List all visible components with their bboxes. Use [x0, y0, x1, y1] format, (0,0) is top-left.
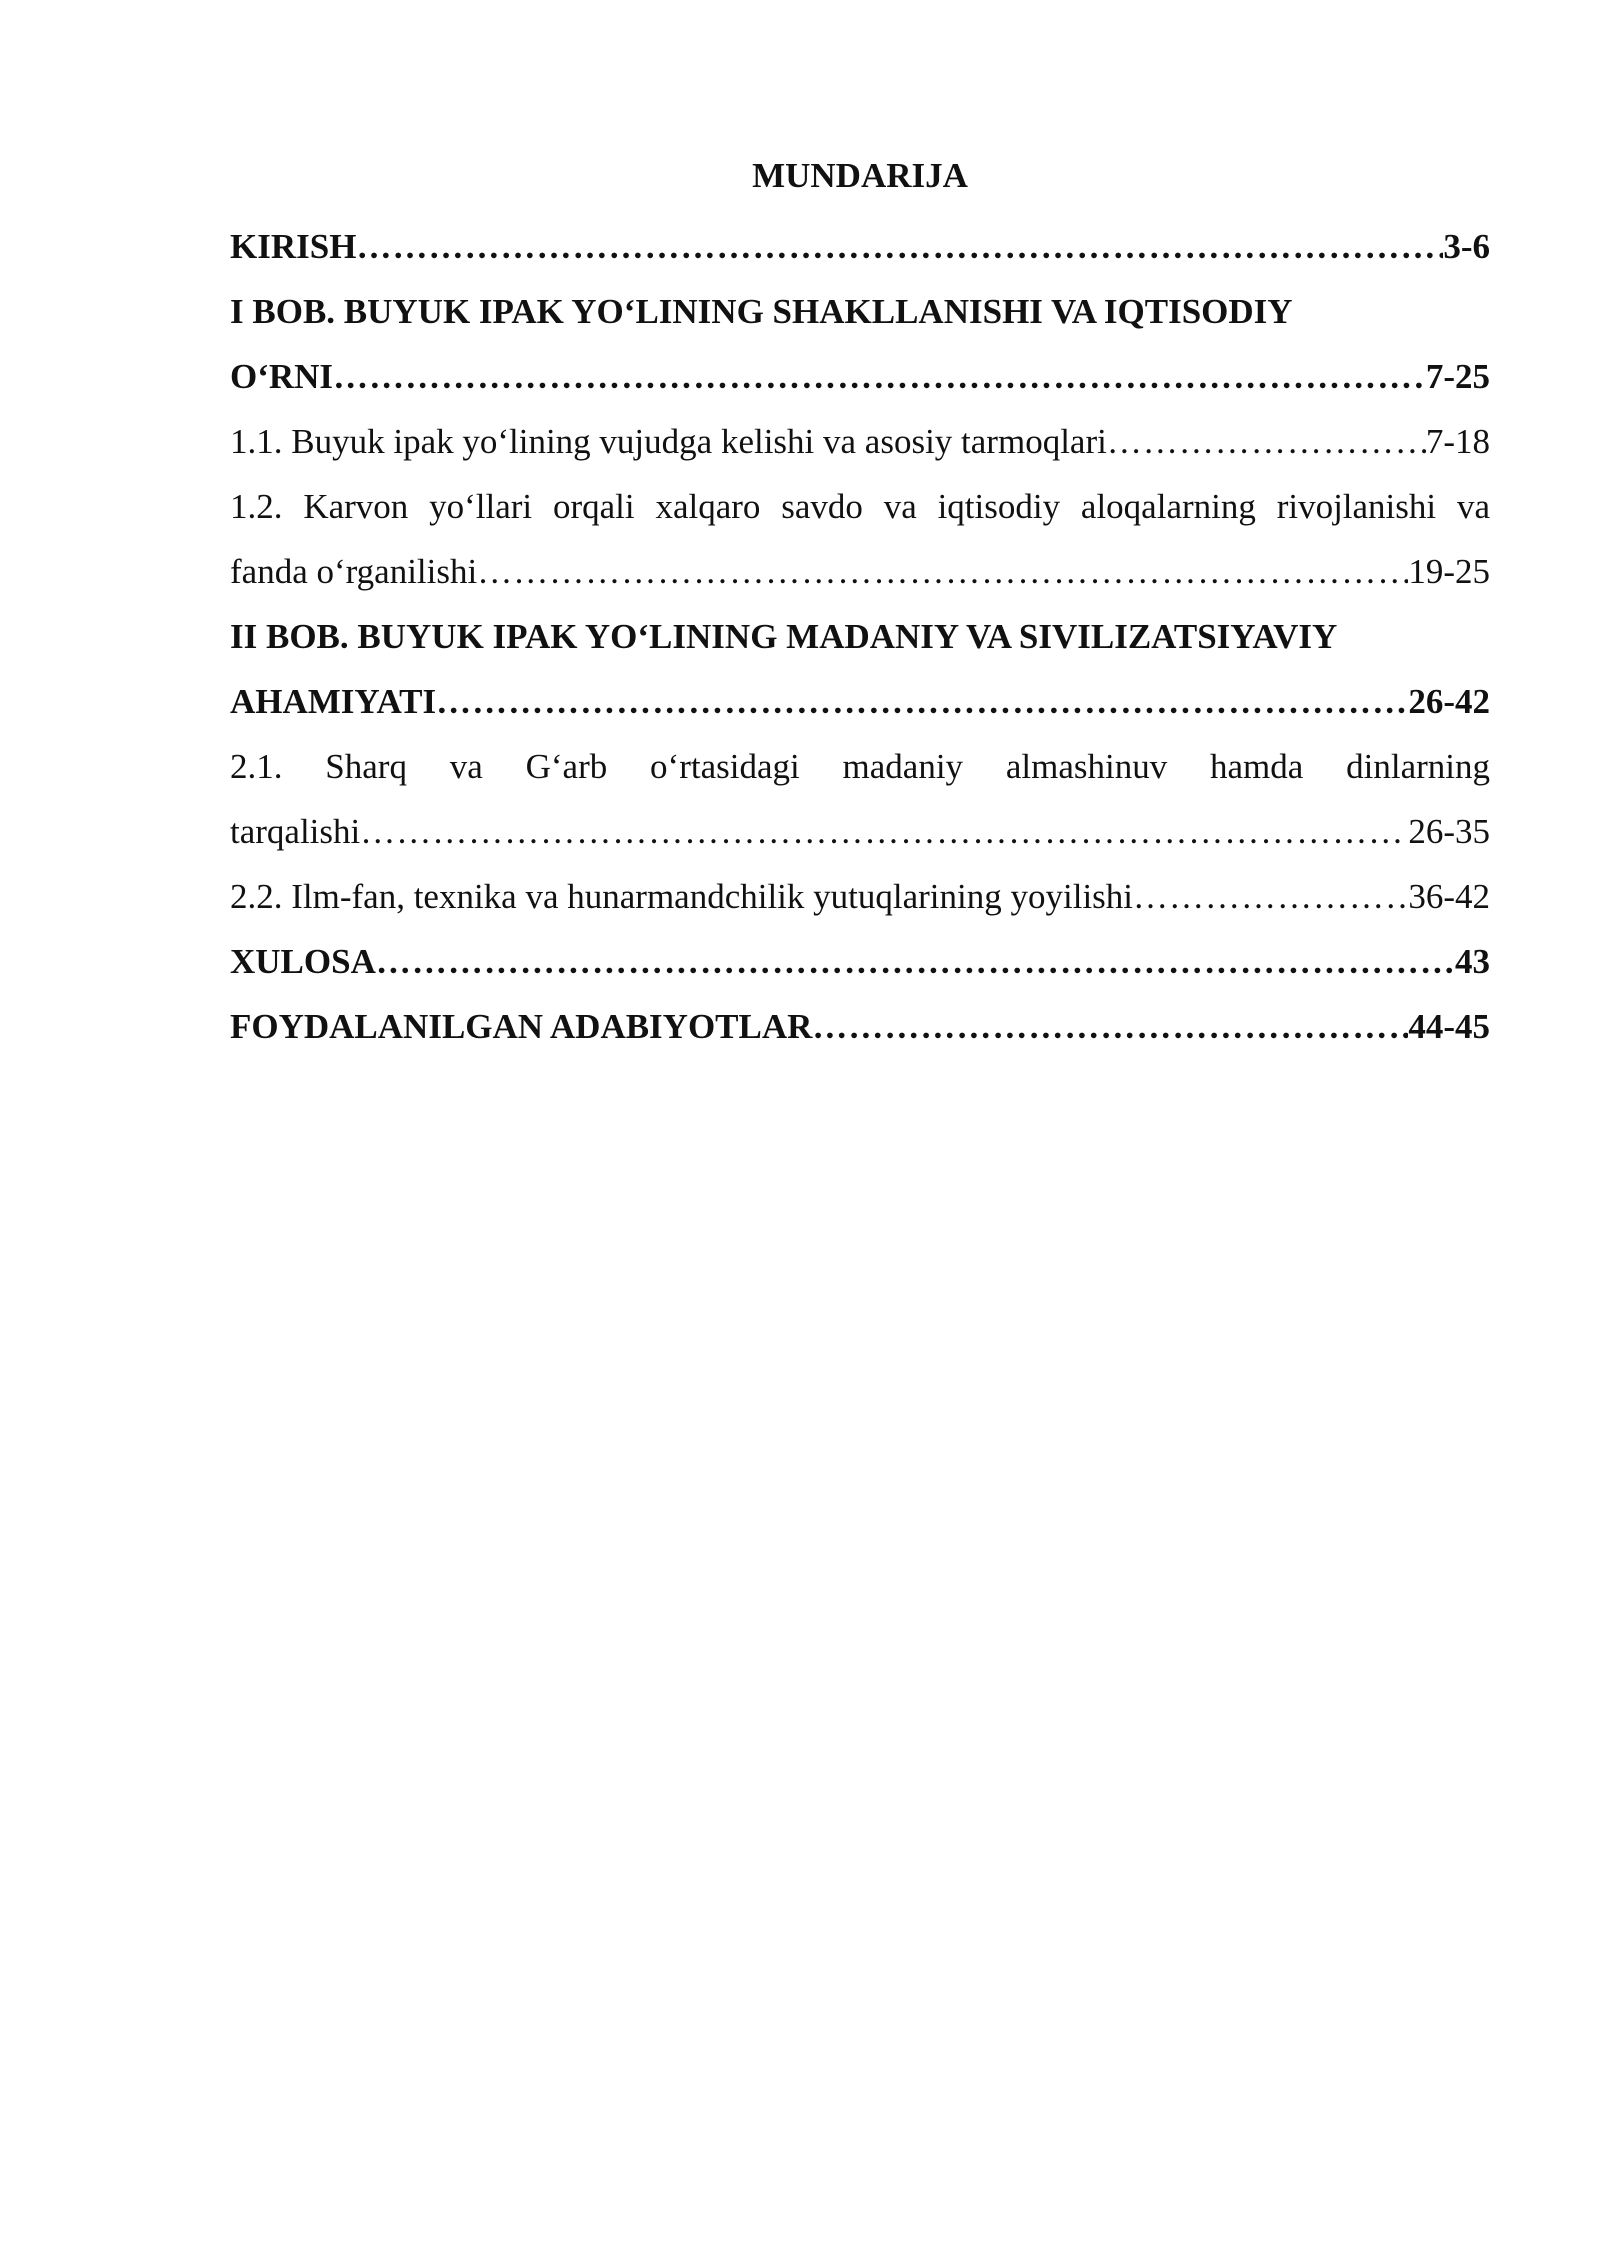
toc-title: MUNDARIJA — [752, 156, 968, 195]
toc-entry-section-2-2 — [230, 864, 1490, 929]
dot-leader — [376, 929, 1455, 994]
toc-entry-chapter2 — [230, 669, 1490, 734]
dot-leader — [1133, 864, 1408, 929]
toc-entry-label: 2.2. Ilm-fan, texnika va hunarmandchilik yutuqlarining yoyilishi — [230, 877, 1134, 916]
toc-entry-section-2-1-line1: 2.1. Sharq va G‘arb o‘rtasidagi madaniy almashinuv hamda dinlarning — [230, 747, 1490, 786]
dot-leader — [436, 669, 1408, 734]
dot-leader — [333, 344, 1426, 409]
toc-entry-label: AHAMIYATI — [230, 682, 437, 721]
dot-leader — [477, 539, 1408, 604]
toc-entry-section-1-2-line1: 1.2. Karvon yo‘llari orqali xalqaro savdo va iqtisodiy aloqalarning rivojlanishi va — [230, 487, 1490, 526]
dot-leader — [360, 799, 1408, 864]
toc-entry-page: 26-42 — [1408, 682, 1490, 721]
toc-entry-page: 44-45 — [1408, 1007, 1490, 1046]
toc-entry-xulosa — [230, 929, 1490, 994]
table-of-contents — [230, 150, 1490, 1059]
dot-leader — [356, 214, 1443, 279]
toc-entry-page: 36-42 — [1408, 877, 1490, 916]
toc-entry-chapter1-line1: I BOB. BUYUK IPAK YO‘LINING SHAKLLANISHI VA IQTISODIY — [230, 292, 1293, 331]
toc-entry-label: KIRISH — [230, 227, 357, 266]
toc-entry-kirish — [230, 214, 1490, 279]
toc-entry-section-1-2 — [230, 539, 1490, 604]
toc-entry-page: 43 — [1455, 942, 1490, 981]
toc-entry-label: XULOSA — [230, 942, 376, 981]
toc-entry-label: O‘RNI — [230, 357, 334, 396]
toc-entry-page: 26-35 — [1408, 812, 1490, 851]
toc-entry-chapter1 — [230, 344, 1490, 409]
toc-entry-adabiyotlar — [230, 994, 1490, 1059]
toc-entry-label: tarqalishi — [230, 812, 361, 851]
dot-leader — [812, 994, 1408, 1059]
toc-entry-label: fanda o‘rganilishi — [230, 552, 478, 591]
toc-entry-page: 19-25 — [1408, 552, 1490, 591]
toc-entry-section-2-1 — [230, 799, 1490, 864]
toc-entry-chapter2-line1: II BOB. BUYUK IPAK YO‘LINING MADANIY VA SIVILIZATSIYAVIY — [230, 617, 1338, 656]
toc-entry-page: 3-6 — [1443, 227, 1490, 266]
toc-entry-label: 1.1. Buyuk ipak yo‘lining vujudga kelishi va asosiy tarmoqlari — [230, 422, 1107, 461]
toc-entry-section-1-1 — [230, 409, 1490, 474]
toc-entry-label: FOYDALANILGAN ADABIYOTLAR — [230, 1007, 813, 1046]
toc-entry-page: 7-18 — [1425, 422, 1490, 461]
toc-entry-page: 7-25 — [1425, 357, 1490, 396]
dot-leader — [1107, 409, 1426, 474]
